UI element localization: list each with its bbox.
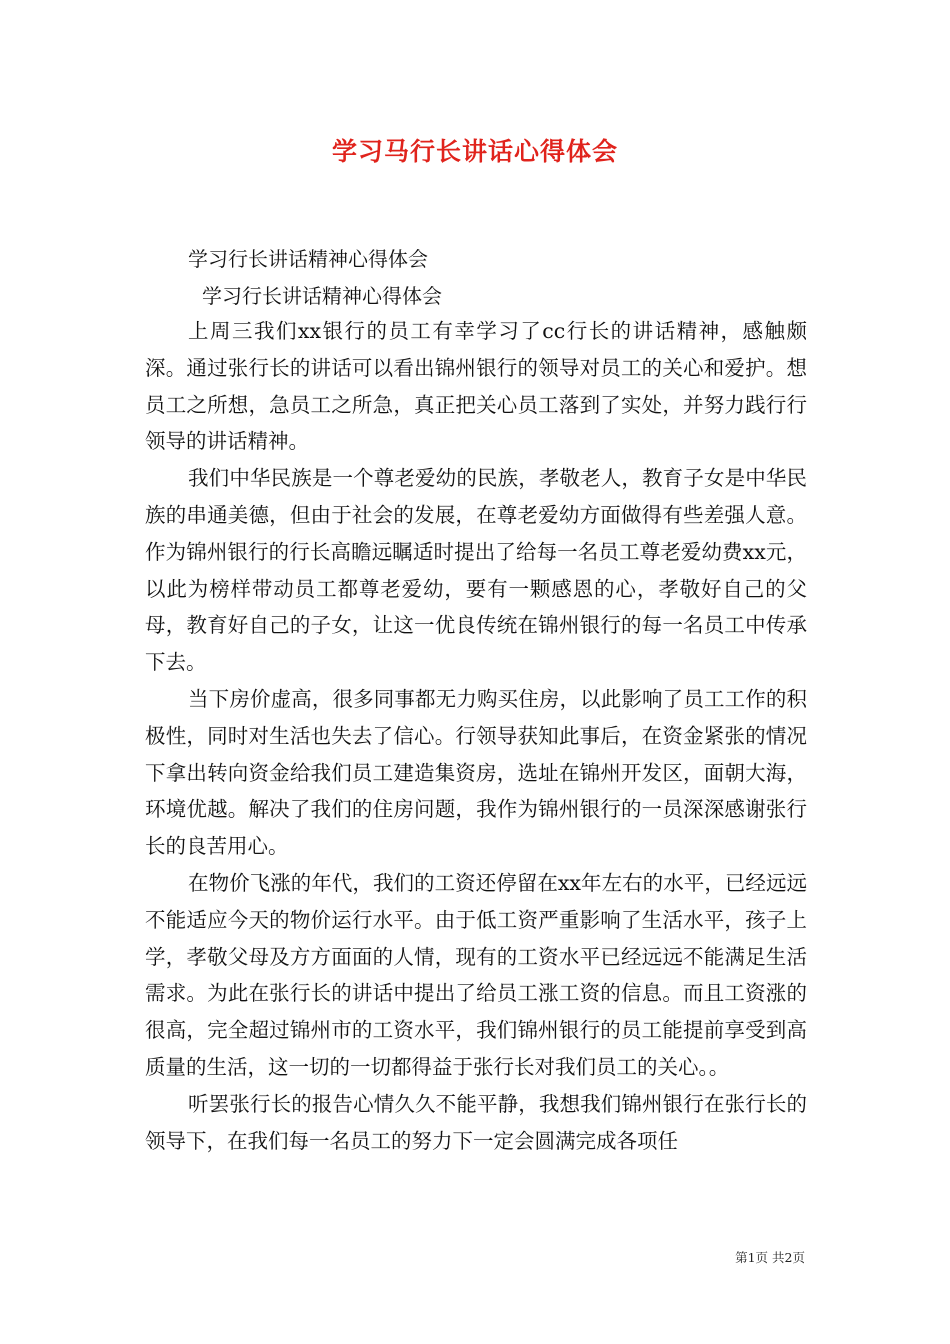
document-title: 学习马行长讲话心得体会	[331, 137, 618, 166]
document-body	[145, 313, 807, 1159]
paragraph-1: 上周三我们xx银行的员工有幸学习了cc行长的讲话精神，感触颇深。通过张行长的讲话可以看出锦州银行的领导对员工的关心和爱护。想员工之所想，急员工之所急，真正把关心员工落到了实处，并努力践行行领导的讲话精神。	[145, 319, 807, 454]
subheading-2: 学习行长讲话精神心得体会	[202, 284, 442, 308]
page-number-footer: 第1页 共2页	[735, 1250, 805, 1265]
paragraph-2: 我们中华民族是一个尊老爱幼的民族，孝敬老人，教育子女是中华民族的串通美德，但由于社会的发展，在尊老爱幼方面做得有些差强人意。作为锦州银行的行长高瞻远瞩适时提出了给每一名员工尊老爱幼费xx元，以此为榜样带动员工都尊老爱幼，要有一颗感恩的心，孝敬好自己的父母，教育好自己的子女，让这一优良传统在锦州银行的每一名员工中传承下去。	[145, 466, 807, 675]
paragraph-4: 在物价飞涨的年代，我们的工资还停留在xx年左右的水平，已经远远不能适应今天的物价运行水平。由于低工资严重影响了生活水平，孩子上学，孝敬父母及方方面面的人情，现有的工资水平已经远远不能满足生活需求。为此在张行长的讲话中提出了给员工涨工资的信息。而且工资涨的很高，完全超过锦州市的工资水平，我们锦州银行的员工能提前享受到高质量的生活，这一切的一切都得益于张行长对我们员工的关心。。	[145, 870, 807, 1079]
paragraph-3: 当下房价虚高，很多同事都无力购买住房，以此影响了员工工作的积极性，同时对生活也失去了信心。行领导获知此事后，在资金紧张的情况下拿出转向资金给我们员工建造集资房，选址在锦州开发区，面朝大海，环境优越。解决了我们的住房问题，我作为锦州银行的一员深深感谢张行长的良苦用心。	[145, 686, 807, 859]
paragraph-5: 听罢张行长的报告心情久久不能平静，我想我们锦州银行在张行长的领导下，在我们每一名员工的努力下一定会圆满完成各项任	[145, 1091, 807, 1153]
subheading-1: 学习行长讲话精神心得体会	[188, 247, 428, 271]
